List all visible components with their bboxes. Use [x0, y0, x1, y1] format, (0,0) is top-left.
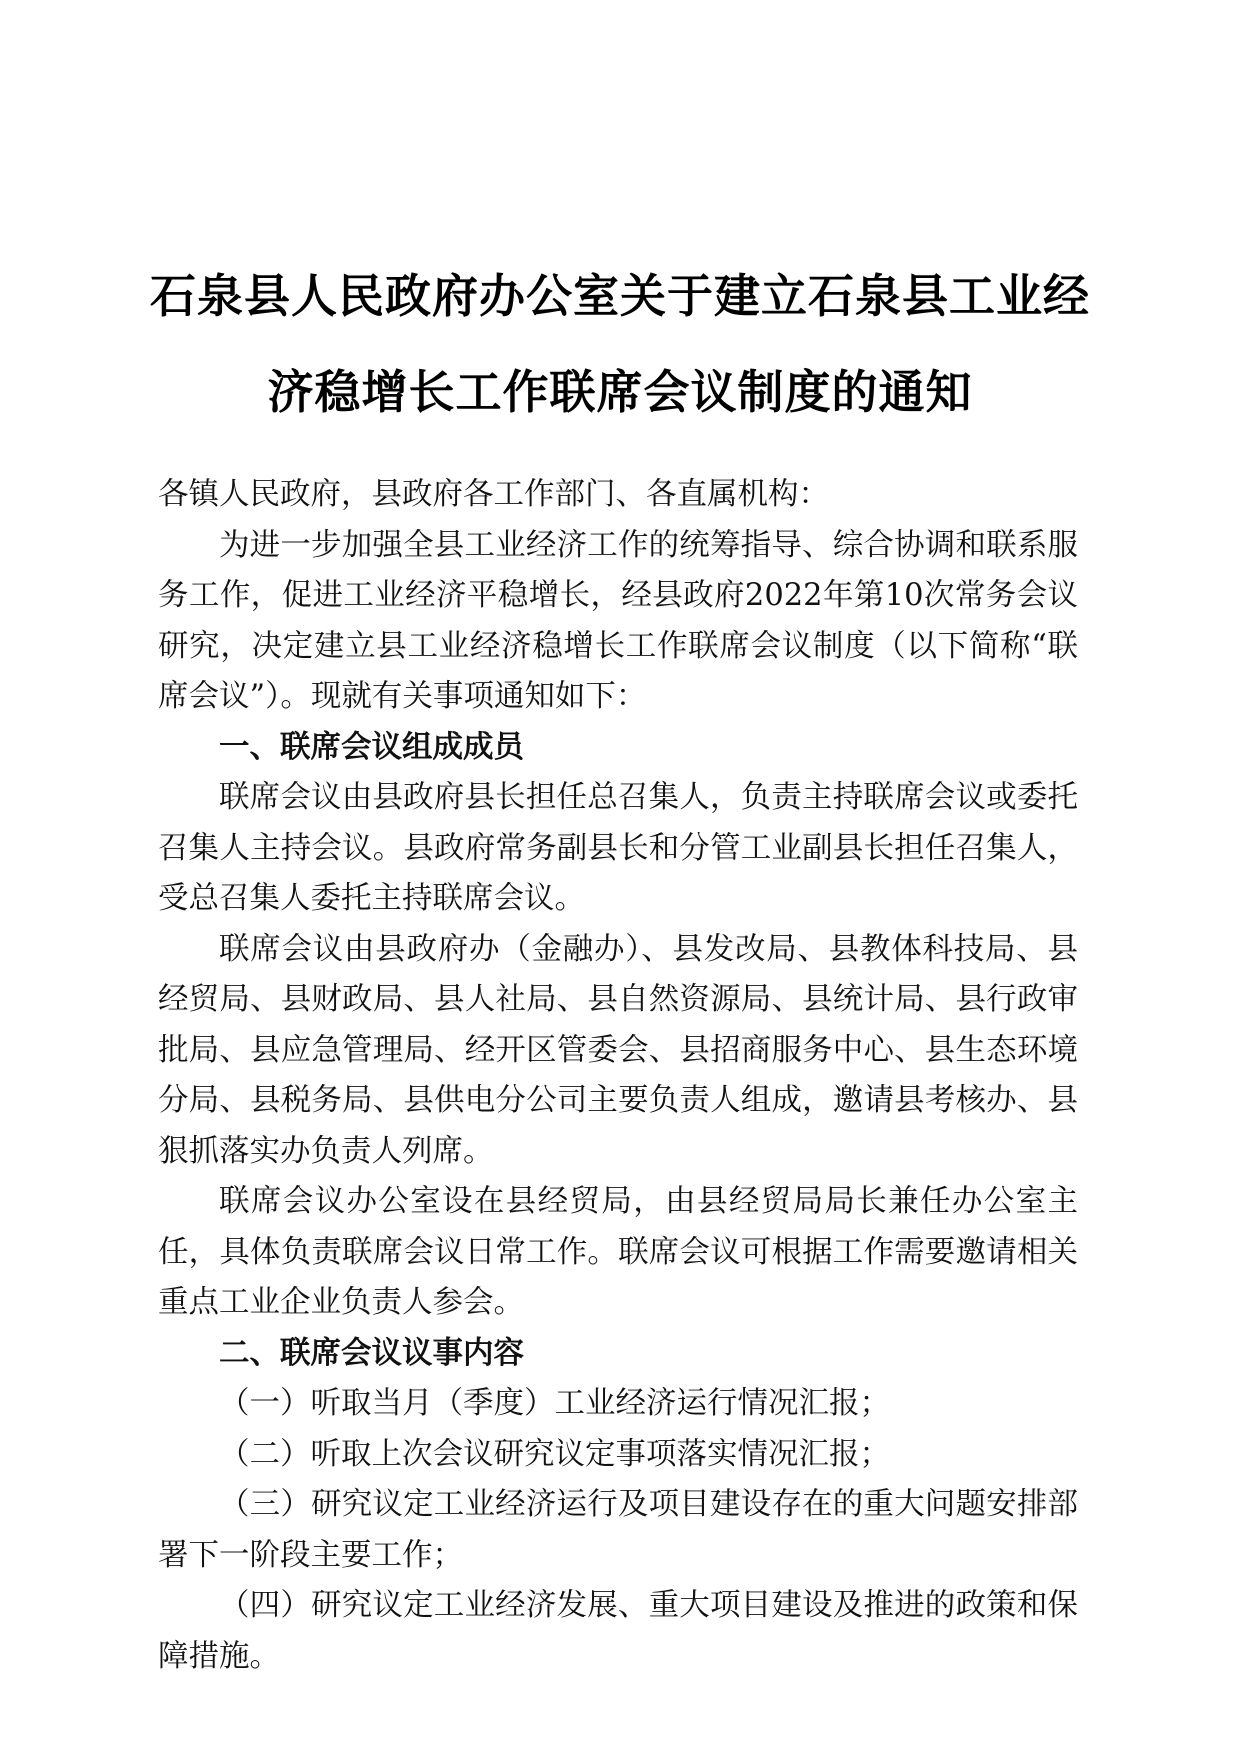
- section-1-paragraph-2: 联席会议由县政府办（金融办）、县发改局、县教体科技局、县经贸局、县财政局、县人社局、县自然资源局、县统计局、县行政审批局、县应急管理局、经开区管委会、县招商服务中心、县生态环境分局、县税务局、县供电分公司主要负责人组成，邀请县考核办、县狠抓落实办负责人列席。: [158, 931, 1078, 1169]
- section-2-item-4: （四）研究议定工业经济发展、重大项目建设及推进的政策和保障措施。: [158, 1588, 1078, 1674]
- document-title: [150, 248, 1090, 440]
- salutation: 各镇人民政府，县政府各工作部门、各直属机构：: [158, 477, 829, 512]
- document-title-line-2: 济稳增长工作联席会议制度的通知: [267, 365, 973, 419]
- section-2-heading: 二、联席会议议事内容: [219, 1335, 524, 1371]
- document-title-line-1: 石泉县人民政府办公室关于建立石泉县工业经: [150, 269, 1090, 323]
- document-body: [158, 470, 1078, 1682]
- section-1-heading: 一、联席会议组成成员: [219, 729, 524, 765]
- section-1-paragraph-3: 联席会议办公室设在县经贸局，由县经贸局局长兼任办公室主任，具体负责联席会议日常工作。联席会议可根据工作需要邀请相关重点工业企业负责人参会。: [158, 1184, 1078, 1320]
- section-2-item-2: （二）听取上次会议研究议定事项落实情况汇报；: [219, 1436, 890, 1472]
- section-2-item-1: （一）听取当月（季度）工业经济运行情况汇报；: [219, 1386, 890, 1421]
- section-1-paragraph-1: 联席会议由县政府县长担任总召集人，负责主持联席会议或委托召集人主持会议。县政府常务副县长和分管工业副县长担任召集人，受总召集人委托主持联席会议。: [158, 780, 1078, 916]
- intro-paragraph: 为进一步加强全县工业经济工作的统筹指导、综合协调和联系服务工作，促进工业经济平稳增长，经县政府2022年第10次常务会议研究，决定建立县工业经济稳增长工作联席会议制度（以下简称“联席会议”）。现就有关事项通知如下：: [158, 527, 1078, 714]
- section-2-item-3: （三）研究议定工业经济运行及项目建设存在的重大问题安排部署下一阶段主要工作；: [158, 1487, 1078, 1573]
